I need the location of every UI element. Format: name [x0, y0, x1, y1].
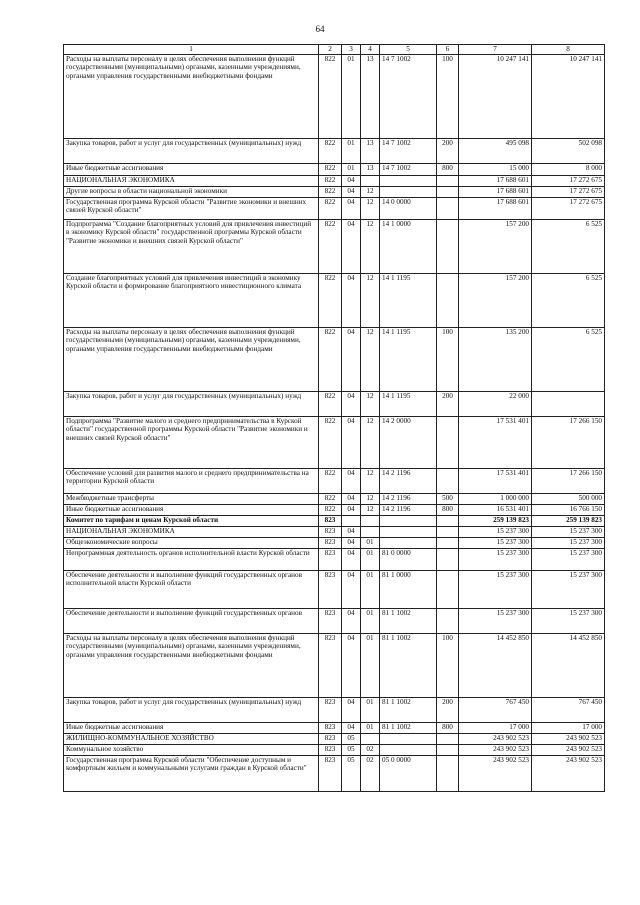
row-amount-1-cell: 17 000 — [459, 723, 532, 734]
row-name-cell: Обеспечение деятельности и выполнение функций государственных органов — [64, 609, 319, 634]
row-amount-2-cell: 15 237 300 — [532, 538, 605, 549]
row-ved-cell: 823 — [319, 549, 342, 571]
row-subsection-cell: 01 — [361, 723, 380, 734]
row-amount-1-cell: 157 200 — [459, 274, 532, 328]
column-header: 4 — [361, 45, 380, 55]
row-subsection-cell: 12 — [361, 494, 380, 505]
row-subsection-cell: 12 — [361, 187, 380, 198]
row-section-cell: 04 — [342, 723, 361, 734]
row-target-article-cell — [380, 516, 437, 527]
row-subsection-cell — [361, 516, 380, 527]
table-row — [64, 734, 605, 745]
row-subsection-cell: 13 — [361, 139, 380, 164]
row-amount-2-cell: 17 266 150 — [532, 417, 605, 469]
row-ved-cell: 822 — [319, 139, 342, 164]
row-amount-1-cell: 259 139 823 — [459, 516, 532, 527]
row-ved-cell: 823 — [319, 571, 342, 609]
row-subsection-cell: 12 — [361, 198, 380, 220]
row-ved-cell: 822 — [319, 494, 342, 505]
row-amount-1-cell: 15 237 300 — [459, 609, 532, 634]
row-name-cell: НАЦИОНАЛЬНАЯ ЭКОНОМИКА — [64, 176, 319, 187]
row-name-cell: Обеспечение условий для развития малого и среднего предпринимательства на территории Курской области — [64, 469, 319, 494]
row-target-article-cell: 81 1 1002 — [380, 609, 437, 634]
column-header: 7 — [459, 45, 532, 55]
row-ved-cell: 823 — [319, 538, 342, 549]
table-row — [64, 745, 605, 756]
row-amount-2-cell: 15 237 300 — [532, 609, 605, 634]
row-expense-type-cell: 800 — [437, 505, 459, 516]
row-expense-type-cell — [437, 220, 459, 274]
row-subsection-cell — [361, 734, 380, 745]
row-name-cell: Закупка товаров, работ и услуг для государственных (муниципальных) нужд — [64, 392, 319, 417]
table-row — [64, 538, 605, 549]
row-section-cell: 04 — [342, 505, 361, 516]
column-header: 3 — [342, 45, 361, 55]
row-amount-2-cell: 10 247 141 — [532, 55, 605, 139]
row-amount-2-cell: 17 272 675 — [532, 187, 605, 198]
row-amount-1-cell: 10 247 141 — [459, 55, 532, 139]
row-amount-1-cell: 495 098 — [459, 139, 532, 164]
row-target-article-cell: 14 1 1195 — [380, 328, 437, 392]
row-target-article-cell: 14 2 0000 — [380, 417, 437, 469]
row-amount-1-cell: 14 452 850 — [459, 634, 532, 698]
row-subsection-cell: 12 — [361, 392, 380, 417]
row-target-article-cell: 81 1 1002 — [380, 634, 437, 698]
row-target-article-cell — [380, 527, 437, 538]
row-amount-1-cell: 1 000 000 — [459, 494, 532, 505]
row-ved-cell: 823 — [319, 516, 342, 527]
row-amount-1-cell: 16 531 401 — [459, 505, 532, 516]
row-amount-1-cell: 17 688 601 — [459, 198, 532, 220]
row-amount-2-cell: 6 525 — [532, 274, 605, 328]
row-target-article-cell: 14 7 1002 — [380, 55, 437, 139]
row-section-cell: 04 — [342, 328, 361, 392]
row-amount-2-cell: 6 525 — [532, 220, 605, 274]
row-amount-2-cell: 15 237 300 — [532, 527, 605, 538]
row-name-cell: Коммунальное хозяйство — [64, 745, 319, 756]
row-expense-type-cell: 100 — [437, 634, 459, 698]
row-expense-type-cell: 200 — [437, 392, 459, 417]
row-amount-1-cell: 15 237 300 — [459, 571, 532, 609]
row-amount-2-cell: 16 766 150 — [532, 505, 605, 516]
row-name-cell: Иные бюджетные ассигнования — [64, 505, 319, 516]
table-row — [64, 469, 605, 494]
row-ved-cell: 822 — [319, 55, 342, 139]
row-ved-cell: 822 — [319, 417, 342, 469]
row-name-cell: Комитет по тарифам и ценам Курской области — [64, 516, 319, 527]
row-ved-cell: 823 — [319, 609, 342, 634]
row-subsection-cell: 13 — [361, 164, 380, 176]
row-amount-1-cell: 15 237 300 — [459, 538, 532, 549]
row-ved-cell: 823 — [319, 634, 342, 698]
table-row — [64, 723, 605, 734]
row-subsection-cell: 12 — [361, 505, 380, 516]
row-amount-2-cell: 243 902 523 — [532, 756, 605, 792]
row-amount-2-cell: 15 237 300 — [532, 549, 605, 571]
row-section-cell: 04 — [342, 527, 361, 538]
row-section-cell: 05 — [342, 745, 361, 756]
table-row — [64, 634, 605, 698]
row-amount-2-cell: 14 452 850 — [532, 634, 605, 698]
row-section-cell: 04 — [342, 549, 361, 571]
row-subsection-cell: 12 — [361, 328, 380, 392]
row-subsection-cell: 12 — [361, 417, 380, 469]
row-amount-2-cell: 6 525 — [532, 328, 605, 392]
row-amount-2-cell: 17 266 150 — [532, 469, 605, 494]
row-subsection-cell: 02 — [361, 745, 380, 756]
row-name-cell: Иные бюджетные ассигнования — [64, 164, 319, 176]
row-expense-type-cell — [437, 176, 459, 187]
row-amount-1-cell: 15 237 300 — [459, 549, 532, 571]
row-target-article-cell: 14 7 1002 — [380, 139, 437, 164]
row-target-article-cell: 14 7 1002 — [380, 164, 437, 176]
row-ved-cell: 822 — [319, 220, 342, 274]
row-ved-cell: 823 — [319, 734, 342, 745]
row-name-cell: Общеэкономические вопросы — [64, 538, 319, 549]
row-section-cell: 05 — [342, 756, 361, 792]
row-name-cell: Государственная программа Курской области "Развитие экономики и внешних связей Курской области" — [64, 198, 319, 220]
row-amount-2-cell: 8 000 — [532, 164, 605, 176]
row-amount-2-cell: 17 000 — [532, 723, 605, 734]
row-amount-1-cell: 15 237 300 — [459, 527, 532, 538]
row-ved-cell: 823 — [319, 723, 342, 734]
row-ved-cell: 822 — [319, 328, 342, 392]
row-section-cell: 04 — [342, 187, 361, 198]
row-expense-type-cell — [437, 274, 459, 328]
table-row — [64, 328, 605, 392]
row-name-cell: Непрограммная деятельность органов исполнительной власти Курской области — [64, 549, 319, 571]
table-row — [64, 698, 605, 723]
row-ved-cell: 822 — [319, 274, 342, 328]
table-row — [64, 274, 605, 328]
row-ved-cell: 822 — [319, 176, 342, 187]
row-amount-1-cell: 17 531 401 — [459, 469, 532, 494]
column-header: 1 — [64, 45, 319, 55]
row-subsection-cell: 01 — [361, 571, 380, 609]
row-expense-type-cell — [437, 745, 459, 756]
row-ved-cell: 822 — [319, 164, 342, 176]
row-section-cell: 01 — [342, 55, 361, 139]
row-name-cell: Подпрограмма "Развитие малого и среднего предпринимательства в Курской области" государственной программы Курской области "Развитие экономики и внешних связей Курской области" — [64, 417, 319, 469]
column-header: 6 — [437, 45, 459, 55]
table-row — [64, 505, 605, 516]
row-amount-1-cell: 17 688 601 — [459, 187, 532, 198]
row-section-cell: 04 — [342, 417, 361, 469]
row-amount-2-cell: 502 098 — [532, 139, 605, 164]
row-name-cell: НАЦИОНАЛЬНАЯ ЭКОНОМИКА — [64, 527, 319, 538]
table-row — [64, 417, 605, 469]
column-header: 2 — [319, 45, 342, 55]
row-amount-2-cell: 767 450 — [532, 698, 605, 723]
row-amount-2-cell: 243 902 523 — [532, 734, 605, 745]
row-target-article-cell: 14 1 0000 — [380, 220, 437, 274]
row-name-cell: Другие вопросы в области национальной экономики — [64, 187, 319, 198]
row-section-cell: 04 — [342, 220, 361, 274]
row-expense-type-cell — [437, 516, 459, 527]
row-expense-type-cell: 800 — [437, 723, 459, 734]
row-amount-2-cell: 17 272 675 — [532, 176, 605, 187]
row-ved-cell: 823 — [319, 527, 342, 538]
row-section-cell — [342, 516, 361, 527]
row-expense-type-cell — [437, 734, 459, 745]
row-name-cell: Обеспечение деятельности и выполнение функций государственных органов исполнительной власти Курской области — [64, 571, 319, 609]
table-row — [64, 198, 605, 220]
row-target-article-cell — [380, 734, 437, 745]
row-target-article-cell: 14 2 1196 — [380, 494, 437, 505]
row-amount-2-cell: 500 000 — [532, 494, 605, 505]
row-name-cell: Подпрограмма "Создание благоприятных условий для привлечения инвестиций в экономику Курской области" государственной программы Курской области "Развитие экономики и внешних связей Курской области" — [64, 220, 319, 274]
row-target-article-cell: 14 1 1195 — [380, 274, 437, 328]
row-ved-cell: 823 — [319, 698, 342, 723]
row-amount-1-cell: 17 531 401 — [459, 417, 532, 469]
row-subsection-cell — [361, 527, 380, 538]
row-target-article-cell: 81 1 1002 — [380, 723, 437, 734]
row-target-article-cell — [380, 176, 437, 187]
row-expense-type-cell: 200 — [437, 698, 459, 723]
row-ved-cell: 822 — [319, 198, 342, 220]
row-subsection-cell: 12 — [361, 274, 380, 328]
row-expense-type-cell — [437, 756, 459, 792]
row-section-cell: 04 — [342, 634, 361, 698]
row-expense-type-cell: 100 — [437, 55, 459, 139]
table-row — [64, 164, 605, 176]
row-expense-type-cell: 800 — [437, 164, 459, 176]
row-section-cell: 04 — [342, 469, 361, 494]
row-section-cell: 04 — [342, 392, 361, 417]
row-amount-1-cell: 157 200 — [459, 220, 532, 274]
row-section-cell: 04 — [342, 274, 361, 328]
column-header: 8 — [532, 45, 605, 55]
page-number: 64 — [315, 24, 325, 34]
row-subsection-cell: 01 — [361, 609, 380, 634]
row-name-cell: Расходы на выплаты персоналу в целях обеспечения выполнения функций государственными (муниципальными) органами, казенными учреждениями, органами управления государственными внебюджетными фондами — [64, 328, 319, 392]
row-ved-cell: 823 — [319, 756, 342, 792]
row-amount-1-cell: 17 688 601 — [459, 176, 532, 187]
row-amount-1-cell: 22 000 — [459, 392, 532, 417]
row-target-article-cell — [380, 538, 437, 549]
row-expense-type-cell — [437, 527, 459, 538]
row-section-cell: 04 — [342, 494, 361, 505]
row-subsection-cell: 02 — [361, 756, 380, 792]
row-expense-type-cell — [437, 198, 459, 220]
row-name-cell: Закупка товаров, работ и услуг для государственных (муниципальных) нужд — [64, 698, 319, 723]
row-name-cell: Межбюджетные трансферты — [64, 494, 319, 505]
table-row — [64, 571, 605, 609]
row-amount-2-cell: 15 237 300 — [532, 571, 605, 609]
row-section-cell: 01 — [342, 164, 361, 176]
row-expense-type-cell — [437, 469, 459, 494]
row-section-cell: 04 — [342, 609, 361, 634]
table-row — [64, 527, 605, 538]
row-section-cell: 04 — [342, 198, 361, 220]
row-amount-1-cell: 767 450 — [459, 698, 532, 723]
row-amount-2-cell: 259 139 823 — [532, 516, 605, 527]
budget-table — [63, 44, 605, 792]
table-row — [64, 176, 605, 187]
row-section-cell: 04 — [342, 698, 361, 723]
row-target-article-cell: 05 0 0000 — [380, 756, 437, 792]
row-amount-2-cell: 243 902 523 — [532, 745, 605, 756]
table-row — [64, 516, 605, 527]
row-name-cell: Создание благоприятных условий для привлечения инвестиций в экономику Курской области и формирование благоприятного инвестиционного климата — [64, 274, 319, 328]
row-target-article-cell: 81 1 1002 — [380, 698, 437, 723]
row-subsection-cell: 01 — [361, 634, 380, 698]
row-amount-1-cell: 243 902 523 — [459, 734, 532, 745]
row-target-article-cell — [380, 745, 437, 756]
row-subsection-cell: 13 — [361, 55, 380, 139]
table-row — [64, 187, 605, 198]
row-name-cell: Расходы на выплаты персоналу в целях обеспечения выполнения функций государственными (муниципальными) органами, казенными учреждениями, органами управления государственными внебюджетными фондами — [64, 55, 319, 139]
row-section-cell: 04 — [342, 538, 361, 549]
row-subsection-cell: 01 — [361, 549, 380, 571]
row-section-cell: 04 — [342, 176, 361, 187]
row-amount-1-cell: 243 902 523 — [459, 756, 532, 792]
row-expense-type-cell — [437, 549, 459, 571]
row-name-cell: Закупка товаров, работ и услуг для государственных (муниципальных) нужд — [64, 139, 319, 164]
row-amount-2-cell — [532, 392, 605, 417]
row-amount-1-cell: 243 902 523 — [459, 745, 532, 756]
table-row — [64, 55, 605, 139]
row-expense-type-cell: 500 — [437, 494, 459, 505]
table-row — [64, 139, 605, 164]
row-section-cell: 01 — [342, 139, 361, 164]
table-row — [64, 756, 605, 792]
row-amount-1-cell: 15 000 — [459, 164, 532, 176]
row-subsection-cell: 01 — [361, 698, 380, 723]
row-target-article-cell: 81 0 0000 — [380, 549, 437, 571]
row-ved-cell: 822 — [319, 187, 342, 198]
row-expense-type-cell — [437, 609, 459, 634]
column-header: 5 — [380, 45, 437, 55]
row-expense-type-cell — [437, 538, 459, 549]
table-row — [64, 220, 605, 274]
row-amount-1-cell: 135 200 — [459, 328, 532, 392]
row-expense-type-cell: 200 — [437, 139, 459, 164]
table-body — [64, 55, 605, 792]
row-target-article-cell: 81 1 0000 — [380, 571, 437, 609]
table-row — [64, 494, 605, 505]
row-expense-type-cell: 100 — [437, 328, 459, 392]
table-row — [64, 392, 605, 417]
table-header-row — [64, 45, 605, 55]
row-target-article-cell: 14 0 0000 — [380, 198, 437, 220]
table-row — [64, 609, 605, 634]
row-name-cell: Иные бюджетные ассигнования — [64, 723, 319, 734]
row-ved-cell: 822 — [319, 505, 342, 516]
row-ved-cell: 823 — [319, 745, 342, 756]
row-target-article-cell: 14 2 1196 — [380, 469, 437, 494]
row-name-cell: Расходы на выплаты персоналу в целях обеспечения выполнения функций государственными (муниципальными) органами, казенными учреждениями, органами управления государственными внебюджетными фондами — [64, 634, 319, 698]
row-subsection-cell: 01 — [361, 538, 380, 549]
row-name-cell: Государственная программа Курской области "Обеспечение доступным и комфортным жильем и коммунальными услугами граждан в Курской области" — [64, 756, 319, 792]
row-subsection-cell: 12 — [361, 469, 380, 494]
row-ved-cell: 822 — [319, 392, 342, 417]
table-row — [64, 549, 605, 571]
row-target-article-cell — [380, 187, 437, 198]
row-expense-type-cell — [437, 417, 459, 469]
row-target-article-cell: 14 2 1196 — [380, 505, 437, 516]
row-amount-2-cell: 17 272 675 — [532, 198, 605, 220]
row-subsection-cell: 12 — [361, 220, 380, 274]
row-ved-cell: 822 — [319, 469, 342, 494]
row-expense-type-cell — [437, 187, 459, 198]
row-name-cell: ЖИЛИЩНО-КОММУНАЛЬНОЕ ХОЗЯЙСТВО — [64, 734, 319, 745]
row-target-article-cell: 14 1 1195 — [380, 392, 437, 417]
row-section-cell: 05 — [342, 734, 361, 745]
row-section-cell: 04 — [342, 571, 361, 609]
row-expense-type-cell — [437, 571, 459, 609]
row-subsection-cell — [361, 176, 380, 187]
